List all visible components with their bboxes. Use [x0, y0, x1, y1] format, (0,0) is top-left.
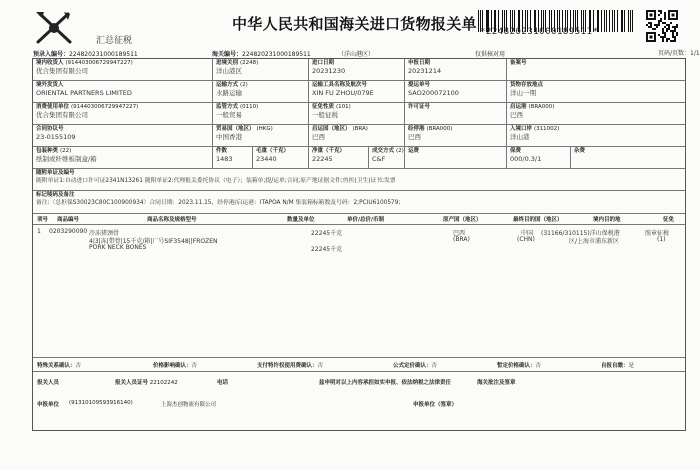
- signature-area: [33, 372, 685, 430]
- item-name-line2: 4|3|冻|带骨|15千克/箱|厂号SIF3548||FROZEN: [89, 238, 218, 245]
- page-number: 页码/页数：1/1: [658, 50, 700, 57]
- royalty-confirm: 支付特许权使用费确认：否: [257, 362, 324, 369]
- customs-number: 海关编号：224820231000189511: [212, 51, 311, 58]
- declarer-cert: 报关人员证号 22102242: [115, 380, 178, 386]
- item-qty-2: 22245千克: [311, 246, 343, 253]
- item-dest-name: 中国: [521, 230, 534, 237]
- item-exempt-1: 照章征税: [645, 230, 670, 237]
- storage-cell: 货物存放地点 洋山一期: [510, 82, 544, 97]
- net-weight-cell: 净重（千克） 22245: [309, 147, 369, 168]
- consumer-cell: 消费使用单位 (914403006729947227) 优合集团有限公司: [33, 103, 213, 124]
- marks-cell: 标记唛码及备注 备注:〈总担保S30023C80C100900934〉合同日期：2023.11.15，经停港/启运港：ITAPOA N/M 集装箱标箱数及号码：2;PCIU6100579;: [36, 192, 401, 206]
- supervision-cell: 监管方式 (0110) 一般贸易: [213, 103, 309, 124]
- import-date-cell: 进口日期 20231230: [309, 59, 405, 80]
- declare-unit-code: (91310109593916140): [69, 400, 133, 406]
- col-exempt: 征免: [663, 217, 675, 223]
- customs-office: （洋山港区）: [338, 51, 375, 58]
- form-row-2: [33, 81, 685, 103]
- docs-cell: 随附单证及编号 随附单证1:自动进口许可证2341N13261 随附单证2:代理报关委托协议（电子）；装箱单;提/运单;合同;原产地证据文件;兽医(卫生)证书;发票: [36, 170, 396, 184]
- item-dest-code: (CHN): [517, 236, 535, 243]
- form-row-4: [33, 125, 685, 147]
- item-name-line1: 冷冻猪颈骨: [89, 230, 120, 237]
- item-domestic-1: (31166/310115)洋山保税港: [541, 230, 620, 237]
- special-relation: 特殊关系确认：否: [37, 362, 82, 369]
- marks-row: [33, 191, 685, 214]
- summary-tax-label: 汇总征税: [96, 36, 133, 46]
- form-row-5: [33, 147, 685, 169]
- col-name: 商品名称及规格型号: [147, 217, 197, 223]
- customs-remark-label: 海关批注及签章: [477, 380, 516, 386]
- item-no: 1: [37, 228, 41, 235]
- col-origin: 原产国（地区）: [443, 217, 482, 223]
- declare-unit-sign: 申报单位（签章）: [413, 402, 458, 408]
- declare-unit-label: 申报单位: [37, 402, 60, 408]
- goods-table-header: [33, 214, 685, 225]
- consignee-cell: 境内收货人 (91440300672994722​7) 优合集团有限公司: [33, 59, 213, 80]
- deal-cell: 成交方式 (2) C&F: [369, 147, 405, 168]
- qr-code-icon: [646, 10, 678, 42]
- contract-cell: 合同协议号 23-0155109: [33, 125, 213, 146]
- depart-country-cell: 启运国（地区） (BRA) 巴西: [309, 125, 405, 146]
- preentry-number: 预录入编号：224820231000189511: [33, 51, 138, 58]
- entry-border-cell: 入境口岸 (311002) 洋山港: [510, 126, 560, 141]
- levy-cell: 征免性质 (101) 一般征税: [309, 103, 405, 124]
- col-code: 商品编号: [57, 217, 80, 223]
- self-declare: 自报自缴：是: [601, 362, 635, 369]
- legal-statement: 兹申明对以上内容承担如实申报、依法纳税之法律责任: [319, 380, 452, 386]
- declare-date-cell: 申报日期 20231214: [405, 59, 507, 80]
- goods-table-body: [33, 225, 685, 358]
- customs-emblem-icon: [30, 8, 78, 48]
- phone-label: 电话: [217, 380, 229, 386]
- col-price: 单价/总价/币制: [347, 217, 385, 223]
- transit-port-cell: 经停港 (BRA000) 巴西: [405, 125, 507, 146]
- col-dest: 最终目的国（地区）: [513, 217, 563, 223]
- transport-cell: 运输方式 (2) 水路运输: [213, 81, 309, 102]
- pieces-cell: 件数 1483: [213, 147, 253, 168]
- form-row-1: [33, 59, 685, 81]
- license-cell: 许可证号: [405, 103, 507, 124]
- declaration-form: [32, 58, 686, 431]
- item-origin-name: 巴西: [453, 230, 466, 237]
- confirmation-row: [33, 358, 685, 372]
- vessel-cell: 运输工具名称及航次号 XIN FU ZHOU/079E: [309, 81, 405, 102]
- item-name-line3: PORK NECK BONES: [89, 244, 147, 251]
- origin-port-cell: 启运港 (BRA000) 巴西: [510, 104, 555, 119]
- declare-unit-name: 上海杰创物流有限公司: [161, 402, 217, 408]
- item-qty-1: 22245千克: [311, 230, 343, 237]
- misc-fee-cell: 杂费: [574, 148, 586, 154]
- freight-cell: 运费: [405, 147, 507, 168]
- trade-country-cell: 贸易国（地区） (HKG) 中国香港: [213, 125, 309, 146]
- declarer-label: 报关人员: [37, 380, 60, 386]
- item-origin-code: (BRA): [453, 236, 470, 243]
- barcode-text: *224820231000189511*: [480, 27, 599, 37]
- entry-port-cell: 进境关别 (2248) 洋山港区: [213, 59, 309, 80]
- formula-confirm: 公式定价确认：否: [393, 362, 438, 369]
- provisional-confirm: 暂定价格确认：否: [497, 362, 542, 369]
- bl-cell: 提运单号 SAO200072100: [405, 81, 507, 102]
- col-domestic: 境内目的地: [593, 217, 621, 223]
- price-influence: 价格影响确认：否: [153, 362, 198, 369]
- verify-note: 仅供核对用: [475, 51, 506, 58]
- item-domestic-2: 区/上海市浦东新区: [569, 238, 620, 245]
- page-title: 中华人民共和国海关进口货物报关单: [232, 15, 477, 33]
- insurance-cell: 保费 000/0.3/1: [507, 147, 571, 168]
- docs-row: [33, 169, 685, 191]
- item-code: 0203290090: [49, 228, 88, 235]
- record-no-cell: 备案号: [510, 60, 527, 66]
- col-qty: 数量及单位: [287, 217, 315, 223]
- shipper-cell: 境外发货人 ORIENTAL PARTNERS LIMITED: [33, 81, 213, 102]
- package-cell: 包装种类 (22) 纸制或纤维板制盒/箱: [33, 147, 213, 168]
- gross-weight-cell: 毛重（千克） 23440: [253, 147, 309, 168]
- col-no: 项号: [37, 217, 49, 223]
- form-row-3: [33, 103, 685, 125]
- item-exempt-2: (1): [657, 236, 666, 243]
